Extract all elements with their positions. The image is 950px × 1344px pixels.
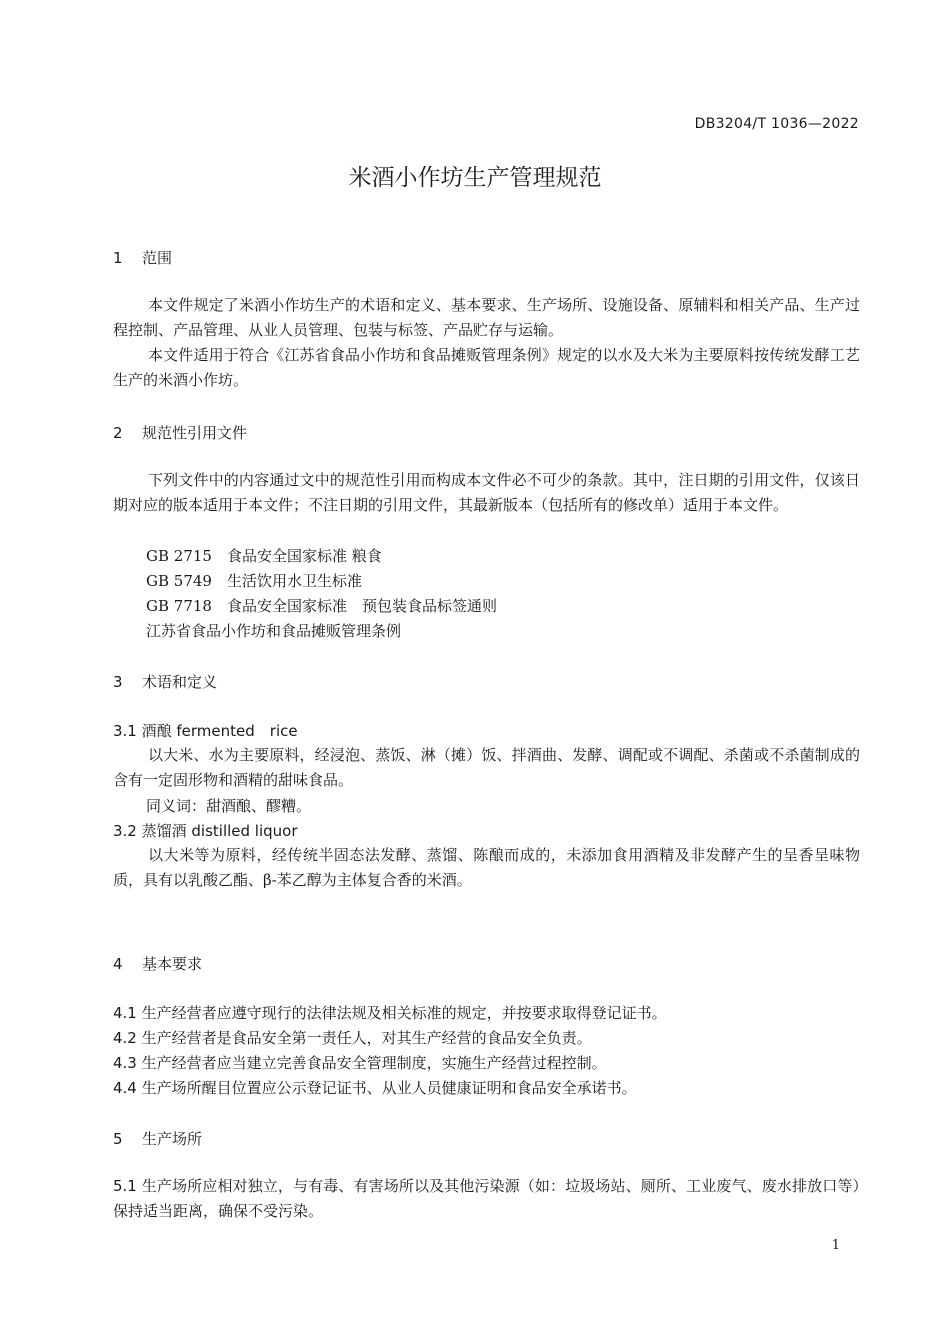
section-3-heading — [113, 671, 217, 692]
section-number: 4 — [113, 955, 123, 973]
section-1-heading — [113, 247, 172, 268]
term-3-1-heading: 3.1 酒酿 fermented rice — [113, 722, 298, 740]
reference-item: GB 7718 食品安全国家标准 预包装食品标签通则 — [146, 597, 497, 615]
clause-text: 生产场所应相对独立，与有毒、有害场所以及其他污染源（如：垃圾场站、厕所、工业废气、废水排放口等）保持适当距离，确保不受污染。 — [113, 1177, 860, 1220]
clause-5-1 — [113, 1174, 860, 1224]
section-5-heading — [113, 1128, 202, 1149]
term-3-2-heading: 3.2 蒸馏酒 distilled liquor — [113, 822, 298, 840]
clause-4-3 — [113, 1052, 607, 1073]
paragraph-scope-1: 本文件规定了米酒小作坊生产的术语和定义、基本要求、生产场所、设施设备、原辅料和相关产品、生产过程控制、产品管理、从业人员管理、包装与标签、产品贮存与运输。 — [113, 296, 860, 339]
section-title: 基本要求 — [142, 955, 203, 973]
clause-number: 4.4 — [113, 1079, 137, 1097]
clause-text: 生产经营者是食品安全第一责任人，对其生产经营的食品安全负责。 — [141, 1029, 592, 1047]
section-title: 术语和定义 — [142, 673, 218, 691]
clause-number: 5.1 — [113, 1177, 137, 1195]
reference-item: GB 2715 食品安全国家标准 粮食 — [146, 547, 382, 565]
standard-number: DB3204/T 1036—2022 — [694, 116, 859, 132]
section-title: 范围 — [142, 249, 173, 267]
clause-number: 4.1 — [113, 1004, 137, 1022]
clause-4-2 — [113, 1027, 592, 1048]
clause-4-4 — [113, 1077, 637, 1098]
paragraph-references-intro: 下列文件中的内容通过文中的规范性引用而构成本文件必不可少的条款。其中，注日期的引用文件，仅该日期对应的版本适用于本文件；不注日期的引用文件，其最新版本（包括所有的修改单）适用于本文件。 — [113, 471, 860, 514]
section-2-heading — [113, 422, 247, 443]
reference-item: 江苏省食品小作坊和食品摊贩管理条例 — [146, 622, 402, 640]
section-title: 生产场所 — [142, 1130, 203, 1148]
section-title: 规范性引用文件 — [142, 424, 248, 442]
term-3-2-definition: 以大米等为原料，经传统半固态法发酵、蒸馏、陈酿而成的，未添加食用酒精及非发酵产生的呈香呈味物质，具有以乳酸乙酯、β-苯乙醇为主体复合香的米酒。 — [113, 846, 860, 889]
section-number: 1 — [113, 249, 123, 267]
document-title: 米酒小作坊生产管理规范 — [348, 165, 602, 191]
clause-4-1 — [113, 1002, 667, 1023]
clause-text: 生产经营者应遵守现行的法律法规及相关标准的规定，并按要求取得登记证书。 — [141, 1004, 667, 1022]
clause-text: 生产经营者应当建立完善食品安全管理制度，实施生产经营过程控制。 — [141, 1054, 607, 1072]
term-3-1-synonyms: 同义词：甜酒酿、醪糟。 — [146, 797, 312, 815]
term-3-1-definition: 以大米、水为主要原料，经浸泡、蒸饭、淋（摊）饭、拌酒曲、发酵、调配或不调配、杀菌或不杀菌制成的含有一定固形物和酒精的甜味食品。 — [113, 746, 860, 789]
section-number: 5 — [113, 1130, 123, 1148]
clause-number: 4.2 — [113, 1029, 137, 1047]
section-number: 3 — [113, 673, 123, 691]
page-number: 1 — [831, 1238, 840, 1253]
section-number: 2 — [113, 424, 123, 442]
clause-number: 4.3 — [113, 1054, 137, 1072]
reference-item: GB 5749 生活饮用水卫生标准 — [146, 572, 362, 590]
section-4-heading — [113, 953, 202, 974]
paragraph-scope-2: 本文件适用于符合《江苏省食品小作坊和食品摊贩管理条例》规定的以水及大米为主要原料按传统发酵工艺生产的米酒小作坊。 — [113, 346, 860, 389]
clause-text: 生产场所醒目位置应公示登记证书、从业人员健康证明和食品安全承诺书。 — [141, 1079, 637, 1097]
